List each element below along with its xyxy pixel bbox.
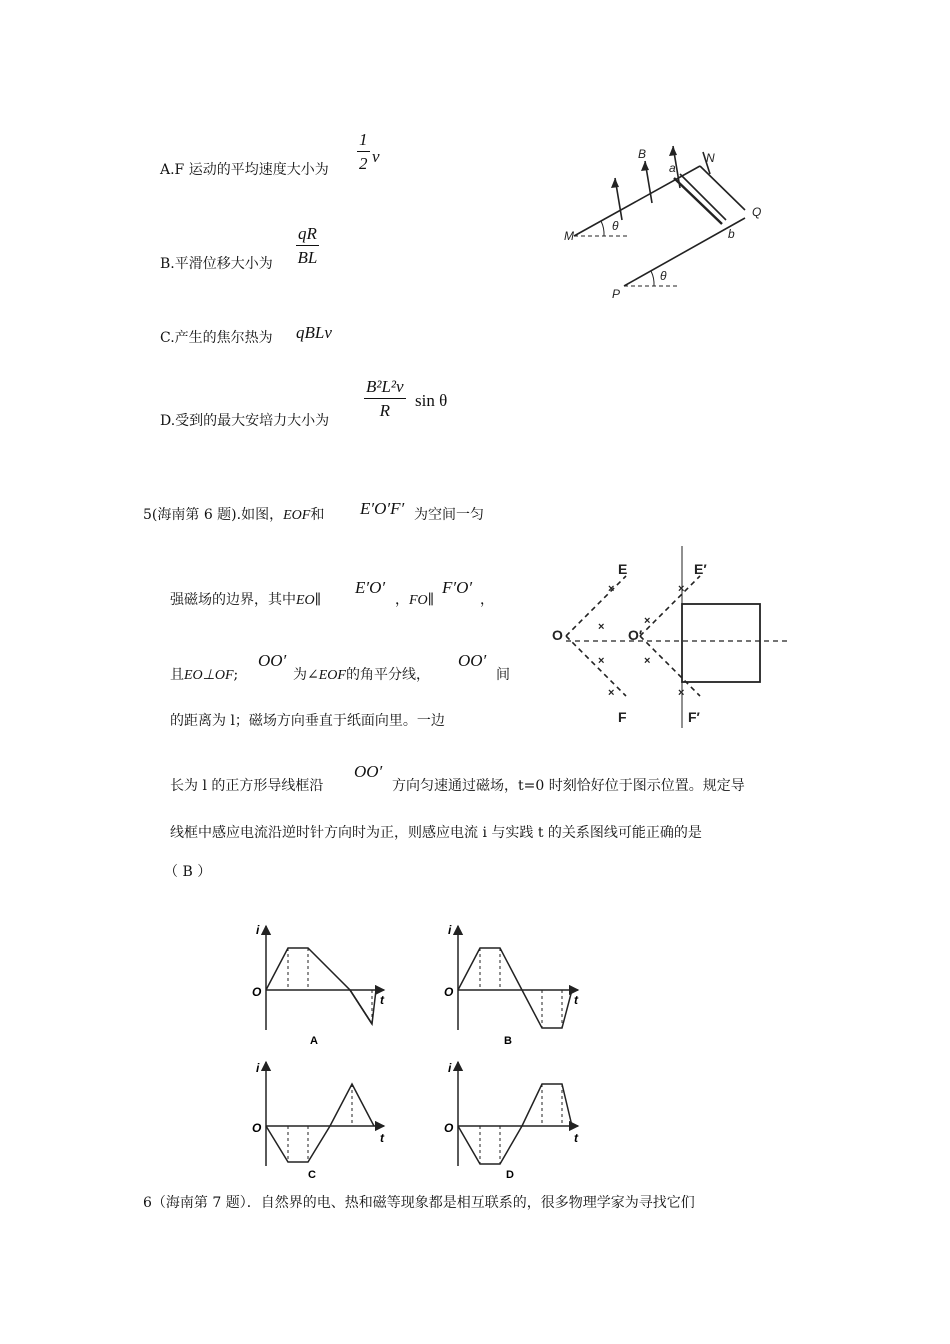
label-q: Q <box>752 205 762 219</box>
option-b-fraction: qR BL <box>297 224 318 267</box>
graph-d-i-label: i <box>448 1061 452 1075</box>
graph-d <box>444 1061 579 1181</box>
graph-b <box>444 923 579 1047</box>
graph-c-i-label: i <box>256 1061 260 1075</box>
option-d-sin-theta: sin θ <box>415 391 448 410</box>
cross-4: × <box>644 615 651 627</box>
graph-d-letter: D <box>506 1169 514 1181</box>
cross-5: × <box>598 655 605 667</box>
q5-line-1-end: 为空间一匀 <box>414 507 484 523</box>
option-a-fraction: 1 2 <box>359 130 368 173</box>
label-theta-2: θ <box>660 269 667 283</box>
graph-c <box>252 1061 385 1181</box>
label-a: a <box>669 161 676 175</box>
label-e: E <box>618 561 628 577</box>
label-e-prime: E′ <box>694 561 707 577</box>
label-f: F <box>618 709 627 725</box>
cross-8: × <box>678 687 685 699</box>
option-d-fraction: B²L²ν R <box>366 377 404 420</box>
graph-c-o-label: O <box>252 1121 262 1135</box>
graph-a-o-label: O <box>252 985 262 999</box>
cross-3: × <box>598 621 605 633</box>
label-theta-1: θ <box>612 219 619 233</box>
label-o: O <box>552 627 563 643</box>
graph-b-letter: B <box>504 1035 512 1047</box>
q5-answer: （ B ） <box>164 864 212 880</box>
q5-line-3-math-1: OO′ <box>258 651 287 670</box>
q5-line-5-end: 方向匀速通过磁场，t=0 时刻恰好位于图示位置。规定导 <box>392 778 745 794</box>
label-b-field: B <box>638 147 647 161</box>
q5-line-1: 5(海南第 6 题).如图，EOF和 <box>143 507 325 523</box>
q6-line-1: 6（海南第 7 题）．自然界的电、热和磁等现象都是相互联系的，很多物理学家为寻找它们 <box>143 1195 695 1211</box>
option-a-label: A.F 运动的平均速度大小为 <box>160 162 329 178</box>
field-figure <box>548 544 798 730</box>
graph-a-i-label: i <box>256 923 260 937</box>
q5-line-2-mid: ，FO∥ <box>395 592 435 608</box>
q5-line-6: 线框中感应电流沿逆时针方向时为正，则感应电流 i 与实践 t 的关系图线可能正确的是 <box>170 825 702 841</box>
q5-line-2-math-2: F′O′ <box>442 578 473 597</box>
rail-figure <box>560 140 780 310</box>
graph-d-o-label: O <box>444 1121 454 1135</box>
label-p: P <box>612 287 621 301</box>
option-a-velocity: ν <box>372 147 380 166</box>
label-b-end: b <box>728 227 735 241</box>
graph-a-t-label: t <box>380 993 384 1007</box>
graph-c-t-label: t <box>380 1131 384 1145</box>
q5-line-2: 强磁场的边界，其中EO∥ <box>170 592 322 608</box>
label-o-prime: O′ <box>628 627 643 643</box>
q5-line-3-mid: 为∠EOF的角平分线， <box>293 667 430 683</box>
answer-graphs <box>240 920 600 1182</box>
q5-line-3-math-2: OO′ <box>458 651 487 670</box>
graph-b-o-label: O <box>444 985 454 999</box>
cross-6: × <box>644 655 651 667</box>
q5-line-3-end: 间 <box>496 667 510 683</box>
graph-b-t-label: t <box>574 993 578 1007</box>
q5-line-5-start: 长为 l 的正方形导线框沿 <box>170 778 324 794</box>
q5-line-4: 的距离为 l；磁场方向垂直于纸面向里。一边 <box>170 713 445 729</box>
label-f-prime: F′ <box>688 709 700 725</box>
q5-line-2-end: ， <box>480 592 494 608</box>
graph-d-t-label: t <box>574 1131 578 1145</box>
cross-7: × <box>608 687 615 699</box>
q5-line-2-math-1: E′O′ <box>355 578 386 597</box>
option-b-label: B.平滑位移大小为 <box>160 256 273 272</box>
option-c-label: C.产生的焦尔热为 <box>160 330 273 346</box>
option-d-label: D.受到的最大安培力大小为 <box>160 413 330 429</box>
q5-line-3: 且EO⊥OF; <box>170 667 239 683</box>
q5-line-1-math: E′O′F′ <box>360 499 405 518</box>
graph-c-letter: C <box>308 1169 316 1181</box>
label-m: M <box>564 229 574 243</box>
graph-a-letter: A <box>310 1035 318 1047</box>
q5-line-5-math: OO′ <box>354 762 383 781</box>
cross-1: × <box>608 583 615 595</box>
label-n: N <box>706 151 715 165</box>
option-c-expression: qBLν <box>296 323 332 342</box>
graph-a <box>252 923 385 1047</box>
graph-b-i-label: i <box>448 923 452 937</box>
cross-2: × <box>678 583 685 595</box>
